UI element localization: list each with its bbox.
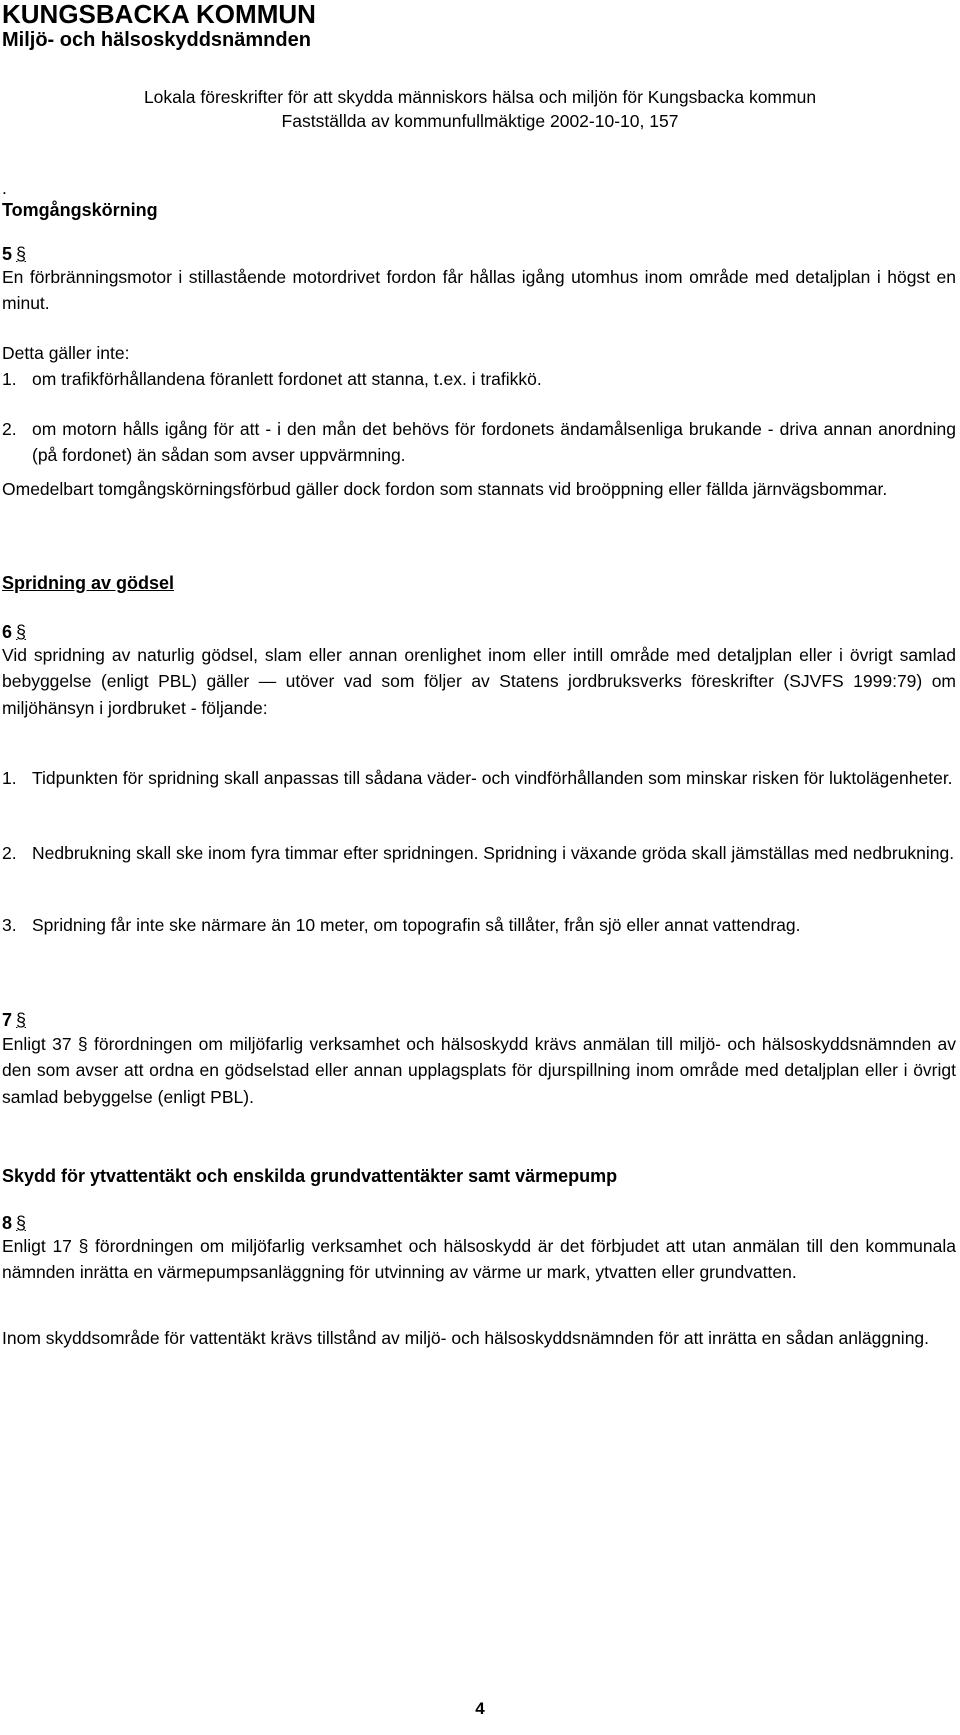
list-item	[2, 912, 956, 938]
item-text: Nedbrukning skall ske inom fyra timmar efter spridningen. Spridning i växande gröda skall jämställas med nedbrukning.	[32, 843, 955, 863]
paragraph-5-text: En förbränningsmotor i stillastående motordrivet fordon får hållas igång utomhus inom område med detaljplan i högst en minut.	[2, 267, 956, 314]
paragraph-number: 8	[2, 1213, 13, 1233]
exception-item	[2, 416, 956, 469]
adoption-line: Fastställda av kommunfullmäktige 2002-10-10, 157	[281, 111, 679, 131]
item-text: Tidpunkten för spridning skall anpassas till sådana väder- och vindförhållanden som minskar risken för luktolägenheter.	[32, 768, 953, 788]
paragraph-number: 7	[2, 1010, 13, 1030]
paragraph-number: 5	[2, 244, 13, 264]
paragraph-5-mark	[2, 242, 26, 266]
item-number: 1.	[2, 768, 17, 788]
heading-tomgangskorning: Tomgångskörning	[2, 200, 158, 220]
item-number: 1.	[2, 369, 17, 389]
department-name: Miljö- och hälsoskyddsnämnden	[2, 29, 311, 51]
paragraph-symbol: §	[16, 1010, 27, 1030]
item-number: 2.	[2, 843, 17, 863]
paragraph-8-text-2: Inom skyddsområde för vattentäkt krävs tillstånd av miljö- och hälsoskyddsnämnden för att inrätta en sådan anläggning.	[2, 1328, 930, 1348]
paragraph-8-mark	[2, 1211, 26, 1235]
paragraph-5-text-2: Omedelbart tomgångskörningsförbud gäller dock fordon som stannats vid broöppning eller fällda järnvägsbommar.	[2, 479, 888, 499]
paragraph-7-mark	[2, 1008, 26, 1032]
list-item	[2, 840, 956, 866]
document-title: Lokala föreskrifter för att skydda människors hälsa och miljön för Kungsbacka kommun	[143, 87, 817, 107]
exception-item	[2, 366, 956, 392]
stray-dot: .	[2, 178, 7, 198]
item-text: om motorn hålls igång för att - i den mån det behövs för fordonets ändamålsenliga brukande - driva annan anordning (på fordonet) än sådan som avser uppvärmning.	[32, 419, 956, 466]
heading-spridning-av-godsel: Spridning av gödsel	[2, 573, 175, 593]
item-text: Spridning får inte ske närmare än 10 meter, om topografin så tillåter, från sjö eller annat vattendrag.	[32, 915, 801, 935]
paragraph-symbol: §	[16, 1213, 27, 1233]
exceptions-intro: Detta gäller inte:	[2, 343, 130, 363]
paragraph-symbol: §	[16, 622, 27, 642]
paragraph-7-text: Enligt 37 § förordningen om miljöfarlig verksamhet och hälsoskydd krävs anmälan till miljö- och hälsoskyddsnämnden av den som avser att ordna en gödselstad eller annan upplagsplats för djurspillning inom område med detaljplan eller i övrigt samlad bebyggelse (enligt PBL).	[2, 1034, 956, 1107]
page-number: 4	[475, 1699, 485, 1718]
item-text: om trafikförhållandena föranlett fordonet att stanna, t.ex. i trafikkö.	[32, 369, 542, 389]
paragraph-6-mark	[2, 620, 26, 644]
paragraph-8-text: Enligt 17 § förordningen om miljöfarlig verksamhet och hälsoskydd är det förbjudet att utan anmälan till den kommunala nämnden inrätta en värmepumpsanläggning för utvinning av värme ur mark, ytvatten eller grundvatten.	[2, 1236, 956, 1283]
paragraph-number: 6	[2, 622, 13, 642]
organization-name: KUNGSBACKA KOMMUN	[2, 0, 316, 29]
item-number: 2.	[2, 419, 17, 439]
paragraph-symbol: §	[16, 244, 27, 264]
heading-skydd-for-vattentakt: Skydd för ytvattentäkt och enskilda grundvattentäkter samt värmepump	[2, 1166, 618, 1186]
item-number: 3.	[2, 915, 17, 935]
paragraph-6-text: Vid spridning av naturlig gödsel, slam eller annan orenlighet inom eller intill område med detaljplan eller i övrigt samlad bebyggelse (enligt PBL) gäller — utöver vad som följer av Statens jordbruksverks föreskrifter (SJVFS 1999:79) om miljöhänsyn i jordbruket - följande:	[2, 645, 956, 718]
list-item	[2, 765, 956, 791]
